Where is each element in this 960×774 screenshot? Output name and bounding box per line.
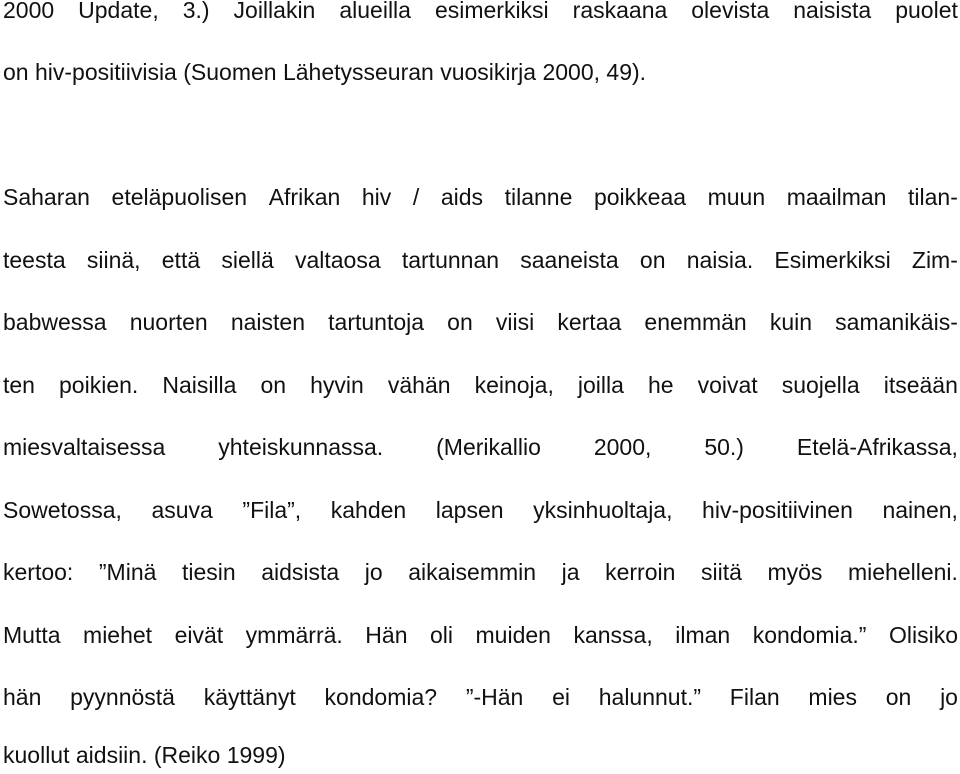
word: teesta — [3, 247, 66, 273]
paragraph-2-line-10: kuollut aidsiin. (Reiko 1999) — [3, 742, 286, 768]
word: Mutta — [3, 622, 61, 648]
word: enemmän — [644, 309, 747, 335]
word: ”Minä — [98, 559, 157, 585]
word: maailman — [786, 184, 887, 210]
paragraph-2-line-3 — [3, 308, 958, 336]
word: kuin — [769, 309, 813, 335]
word: asuva — [151, 497, 213, 523]
word: joilla — [577, 372, 624, 398]
word: pyynnöstä — [70, 684, 175, 710]
word: suojella — [781, 372, 860, 398]
word: käyttänyt — [203, 684, 296, 710]
word: on — [885, 684, 912, 710]
word: 2000, — [593, 434, 652, 460]
word: miehet — [83, 622, 153, 648]
word: Filan — [729, 684, 780, 710]
word: esimerkiksi — [434, 0, 549, 23]
word: kondomia? — [324, 684, 438, 710]
word: Joillakin — [233, 0, 316, 23]
word: Saharan — [3, 184, 90, 210]
word: eteläpuolisen — [111, 184, 248, 210]
word: valtaosa — [294, 247, 381, 273]
word: Etelä-Afrikassa, — [796, 434, 958, 460]
word: kertaa — [557, 309, 622, 335]
word: hän — [3, 684, 42, 710]
paragraph-1-line-1 — [3, 0, 958, 24]
word: nuorten — [129, 309, 208, 335]
word: miesvaltaisessa — [3, 434, 166, 460]
word: voivat — [697, 372, 758, 398]
word: ja — [561, 559, 580, 585]
word: jo — [364, 559, 383, 585]
word: itseään — [883, 372, 958, 398]
word: että — [161, 247, 201, 273]
word: Update, — [78, 0, 159, 23]
word: poikkeaa — [593, 184, 687, 210]
word: siinä, — [86, 247, 141, 273]
word: Naisilla — [162, 372, 237, 398]
paragraph-2-line-9 — [3, 683, 958, 711]
word: halunnut.” — [598, 684, 702, 710]
word: Esimerkiksi — [774, 247, 891, 273]
word: (Merikallio — [436, 434, 541, 460]
word: puolet — [895, 0, 958, 23]
word: Afrikan — [268, 184, 341, 210]
paragraph-2-line-1 — [3, 183, 958, 211]
word: on — [260, 372, 287, 398]
word: aids — [440, 184, 484, 210]
word: tartuntoja — [328, 309, 425, 335]
paragraph-2-line-7 — [3, 558, 958, 586]
word: aidsista — [261, 559, 340, 585]
word: Olisiko — [888, 622, 958, 648]
word: on — [639, 247, 666, 273]
word: raskaana — [572, 0, 668, 23]
word: he — [647, 372, 674, 398]
word: miehelleni. — [847, 559, 958, 585]
word: eivät — [174, 622, 224, 648]
word: Zim- — [911, 247, 958, 273]
word: kondomia.” — [752, 622, 867, 648]
word: hiv-positiivinen — [702, 497, 853, 523]
word: vähän — [387, 372, 451, 398]
word: oli — [430, 622, 454, 648]
word: aikaisemmin — [408, 559, 537, 585]
word: siellä — [221, 247, 274, 273]
word: nainen, — [882, 497, 958, 523]
word: ilman — [675, 622, 731, 648]
word: poikien. — [59, 372, 139, 398]
word: on — [447, 309, 473, 335]
word: 3.) — [182, 0, 210, 23]
paragraph-2-line-4 — [3, 371, 958, 399]
paragraph-2-line-6 — [3, 496, 958, 524]
word: lapsen — [435, 497, 504, 523]
word: ”-Hän — [465, 684, 524, 710]
word: babwessa — [3, 309, 107, 335]
word: / — [412, 184, 420, 210]
word: hyvin — [310, 372, 364, 398]
word: 2000 — [3, 0, 55, 23]
word: tilanne — [504, 184, 573, 210]
word: samanikäis- — [835, 309, 958, 335]
word: 50.) — [704, 434, 744, 460]
word: tilan- — [908, 184, 958, 210]
word: naisista — [793, 0, 872, 23]
word: muiden — [475, 622, 551, 648]
word: saaneista — [520, 247, 619, 273]
paragraph-2-line-8 — [3, 621, 958, 649]
word: siitä — [700, 559, 742, 585]
word: naisten — [230, 309, 306, 335]
paragraph-2-line-2 — [3, 246, 958, 274]
word: viisi — [495, 309, 535, 335]
word: Hän — [365, 622, 408, 648]
word: olevista — [691, 0, 770, 23]
word: kerroin — [605, 559, 676, 585]
word: tartunnan — [401, 247, 500, 273]
word: ei — [552, 684, 570, 710]
word: mies — [808, 684, 857, 710]
word: jo — [940, 684, 958, 710]
word: kahden — [330, 497, 407, 523]
word: alueilla — [339, 0, 411, 23]
word: yhteiskunnassa. — [218, 434, 384, 460]
paragraph-1-line-2: on hiv-positiivisia (Suomen Lähetysseuran vuosikirja 2000, 49). — [3, 59, 647, 85]
word: tiesin — [181, 559, 236, 585]
word: ten — [3, 372, 35, 398]
word: ymmärrä. — [245, 622, 343, 648]
word: kertoo: — [3, 559, 74, 585]
word: yksinhuoltaja, — [533, 497, 673, 523]
word: keinoja, — [474, 372, 554, 398]
word: ”Fila”, — [242, 497, 302, 523]
paragraph-2-line-5 — [3, 433, 958, 461]
word: Sowetossa, — [3, 497, 122, 523]
word: naisia. — [686, 247, 754, 273]
word: kanssa, — [573, 622, 653, 648]
word: muun — [707, 184, 766, 210]
word: myös — [767, 559, 823, 585]
word: hiv — [361, 184, 392, 210]
